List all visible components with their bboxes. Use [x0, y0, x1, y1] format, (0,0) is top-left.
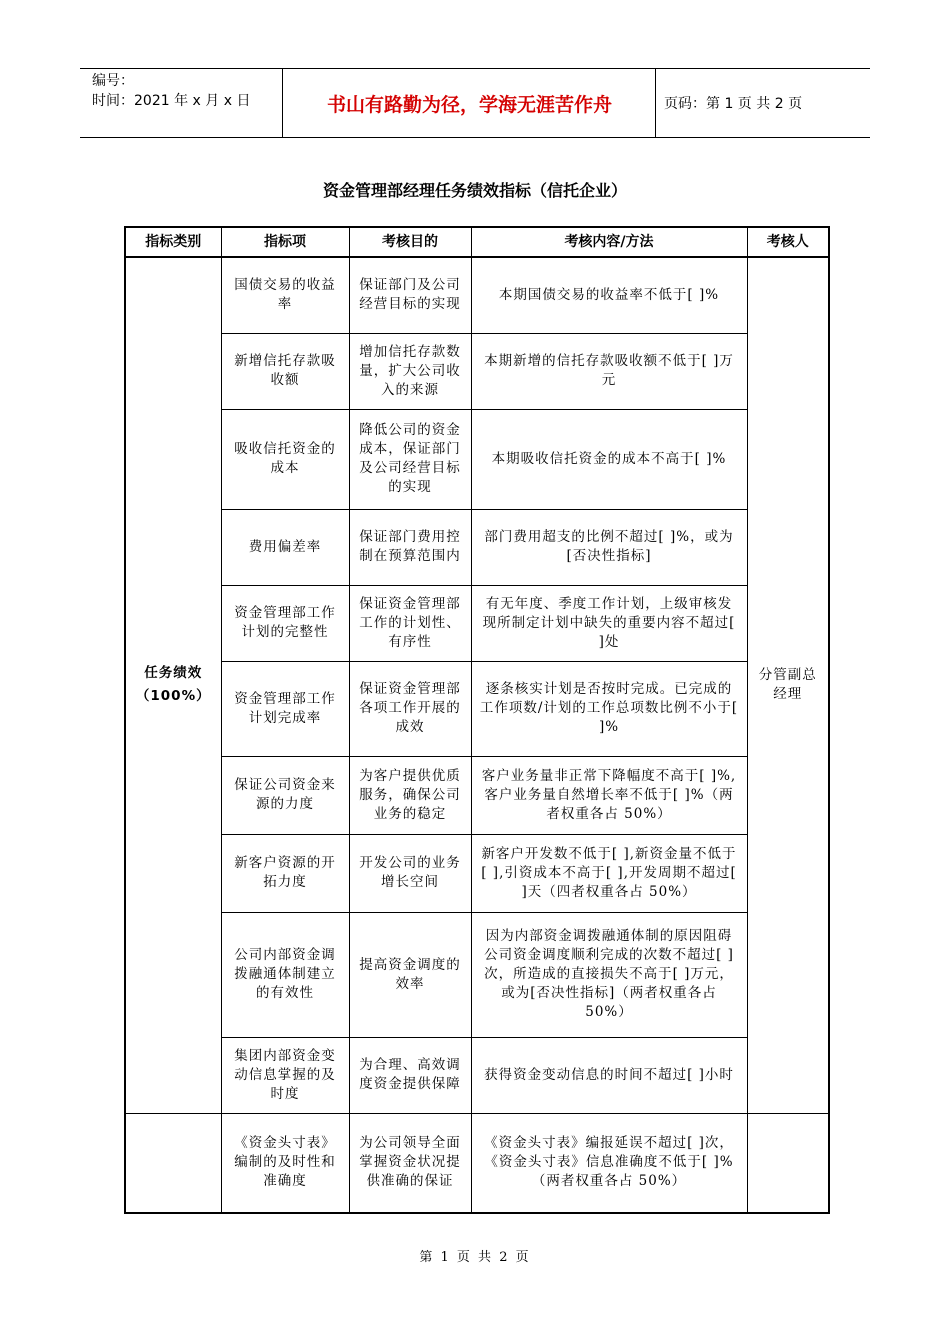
table-row: [125, 756, 829, 834]
purpose-cell: 降低公司的资金成本，保证部门及公司经营目标的实现: [349, 409, 471, 509]
page-footer: 第 1 页 共 2 页: [419, 1250, 531, 1265]
item-cell: 保证公司资金来源的力度: [221, 756, 349, 834]
document-title: 资金管理部经理任务绩效指标（信托企业）: [322, 181, 627, 200]
table-header-row: [125, 227, 829, 257]
purpose-cell: 保证资金管理部各项工作开展的成效: [349, 661, 471, 756]
table-row: [125, 509, 829, 585]
item-cell: 吸收信托资金的成本: [221, 409, 349, 509]
purpose-cell: 保证部门及公司经营目标的实现: [349, 257, 471, 333]
column-header-item: 指标项: [221, 227, 349, 257]
item-cell: 新客户资源的开拓力度: [221, 834, 349, 912]
method-cell: 逐条核实计划是否按时完成。已完成的工作项数/计划的工作总项数比例不小于[ ]%: [471, 661, 747, 756]
method-cell: 获得资金变动信息的时间不超过[ ]小时: [471, 1037, 747, 1113]
table-row: [125, 333, 829, 409]
category-cell: [125, 257, 221, 1113]
column-header-assessor: 考核人: [747, 227, 829, 257]
item-cell: 公司内部资金调拨融通体制建立的有效性: [221, 912, 349, 1037]
method-cell: 新客户开发数不低于[ ],新资金量不低于[ ],引资成本不高于[ ],开发周期不超过[ ]天（四者权重各占 50%）: [471, 834, 747, 912]
item-cell: 《资金头寸表》编制的及时性和准确度: [221, 1113, 349, 1213]
purpose-cell: 保证资金管理部工作的计划性、有序性: [349, 585, 471, 661]
column-header-purpose: 考核目的: [349, 227, 471, 257]
purpose-cell: 保证部门费用控制在预算范围内: [349, 509, 471, 585]
table-row: [125, 1037, 829, 1113]
method-cell: 本期国债交易的收益率不低于[ ]%: [471, 257, 747, 333]
page-header: [80, 68, 870, 138]
table-row: [125, 409, 829, 509]
purpose-cell: 为客户提供优质服务，确保公司业务的稳定: [349, 756, 471, 834]
document-number-label: 编号：: [92, 73, 134, 89]
method-cell: 本期新增的信托存款吸收额不低于[ ]万元: [471, 333, 747, 409]
purpose-cell: 开发公司的业务增长空间: [349, 834, 471, 912]
category-cell-empty: [125, 1113, 221, 1213]
method-cell: 部门费用超支的比例不超过[ ]%，或为[否决性指标]: [471, 509, 747, 585]
method-cell: 本期吸收信托资金的成本不高于[ ]%: [471, 409, 747, 509]
column-header-category: 指标类别: [125, 227, 221, 257]
purpose-cell: 为公司领导全面掌握资金状况提供准确的保证: [349, 1113, 471, 1213]
table-row: [125, 585, 829, 661]
table-row: [125, 661, 829, 756]
header-motto: 书山有路勤为径，学海无涯苦作舟: [284, 69, 656, 137]
table-row: [125, 834, 829, 912]
document-date: 时间：2021 年 x 月 x 日: [92, 93, 251, 109]
item-cell: 费用偏差率: [221, 509, 349, 585]
category-percentage: （100%）: [135, 688, 211, 705]
header-page-info: 页码：第 1 页 共 2 页: [664, 96, 803, 112]
method-cell: 有无年度、季度工作计划，上级审核发现所制定计划中缺失的重要内容不超过[ ]处: [471, 585, 747, 661]
kpi-table: [124, 226, 830, 1214]
method-cell: 《资金头寸表》编报延误不超过[ ]次，《资金头寸表》信息准确度不低于[ ]%（两者权重各占 50%）: [471, 1113, 747, 1213]
item-cell: 新增信托存款吸收额: [221, 333, 349, 409]
table-row: [125, 1113, 829, 1213]
method-cell: 因为内部资金调拨融通体制的原因阻碍公司资金调度顺利完成的次数不超过[ ]次，所造成的直接损失不高于[ ]万元，或为[否决性指标]（两者权重各占 50%）: [471, 912, 747, 1037]
table-row: [125, 912, 829, 1037]
item-cell: 资金管理部工作计划完成率: [221, 661, 349, 756]
purpose-cell: 为合理、高效调度资金提供保障: [349, 1037, 471, 1113]
assessor-cell-empty: [747, 1113, 829, 1213]
column-header-method: 考核内容/方法: [471, 227, 747, 257]
purpose-cell: 增加信托存款数量，扩大公司收入的来源: [349, 333, 471, 409]
method-cell: 客户业务量非正常下降幅度不高于[ ]%,客户业务量自然增长率不低于[ ]%（两者权重各占 50%）: [471, 756, 747, 834]
item-cell: 集团内部资金变动信息掌握的及时度: [221, 1037, 349, 1113]
assessor-cell: 分管副总经理: [747, 257, 829, 1113]
table-row: [125, 257, 829, 333]
item-cell: 资金管理部工作计划的完整性: [221, 585, 349, 661]
purpose-cell: 提高资金调度的效率: [349, 912, 471, 1037]
category-label: 任务绩效: [144, 665, 203, 682]
header-meta: [80, 69, 283, 137]
item-cell: 国债交易的收益率: [221, 257, 349, 333]
